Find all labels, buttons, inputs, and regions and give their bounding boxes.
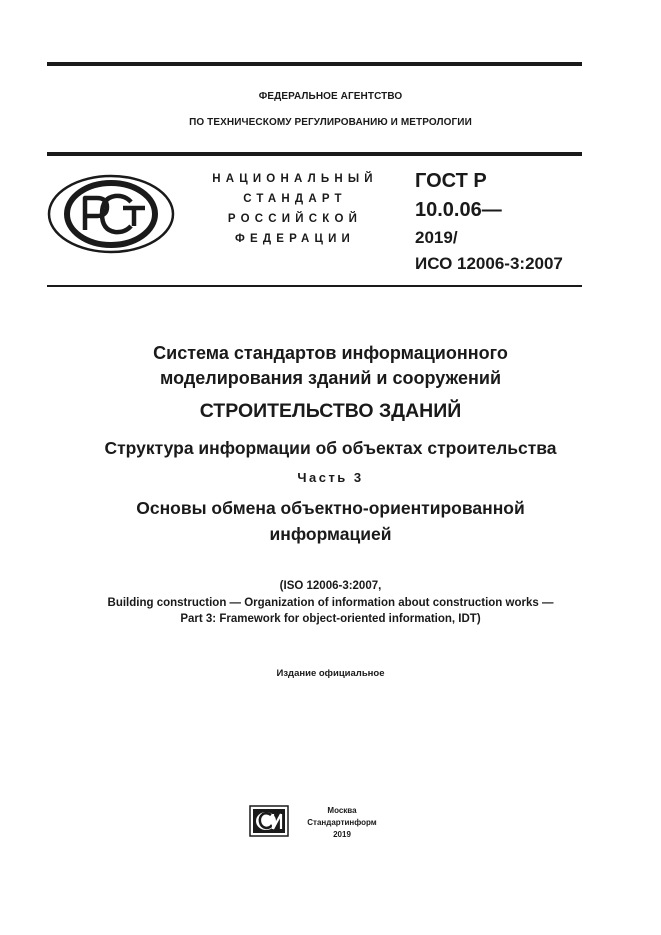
subtitle: Структура информации об объектах строительства — [104, 438, 557, 458]
part-title-line-2: информацией — [269, 524, 392, 544]
agency-line-2: ПО ТЕХНИЧЕСКОМУ РЕГУЛИРОВАНИЮ И МЕТРОЛОГИИ — [189, 117, 472, 128]
publisher-city: Москва — [327, 806, 357, 815]
iso-reference-line-1: (ISO 12006-3:2007, — [279, 580, 382, 592]
edition-label: Издание официальное — [276, 668, 385, 679]
part-label: Часть 3 — [297, 470, 364, 485]
agency-line-1: ФЕДЕРАЛЬНОЕ АГЕНТСТВО — [258, 91, 403, 102]
system-title-line-2: моделирования зданий и сооружений — [159, 368, 502, 388]
standard-type-line-3: РОССИЙСКОЙ — [227, 213, 363, 225]
gost-r-logo — [47, 174, 175, 254]
standard-block-bottom-rule — [47, 285, 582, 287]
standard-type-line-2: СТАНДАРТ — [243, 193, 347, 205]
standard-number-line-3: 2019/ — [415, 228, 458, 247]
standard-number-line-2: 10.0.06— — [415, 199, 502, 221]
system-title-line-1: Система стандартов информационного — [153, 343, 508, 363]
standard-type-line-1: НАЦИОНАЛЬНЫЙ — [212, 173, 378, 185]
iso-reference-line-3: Part 3: Framework for object-oriented information, IDT) — [180, 613, 481, 625]
rst-certification-icon — [47, 174, 175, 254]
standard-number-line-4: ИСО 12006-3:2007 — [415, 254, 563, 273]
main-title: СТРОИТЕЛЬСТВО ЗДАНИЙ — [199, 400, 462, 422]
standard-type-line-4: ФЕДЕРАЦИИ — [234, 233, 356, 245]
part-title-line-1: Основы обмена объектно-ориентированной — [136, 498, 525, 518]
standard-block-top-rule — [47, 152, 582, 156]
iso-reference-line-2: Building construction — Organization of information about construction works — — [107, 597, 554, 609]
standard-number-line-1: ГОСТ Р — [415, 170, 487, 192]
publisher-year: 2019 — [333, 830, 351, 839]
standartinform-icon — [249, 805, 289, 837]
publisher-name: Стандартинформ — [307, 818, 377, 827]
header-top-rule — [47, 62, 582, 66]
standartinform-logo — [249, 805, 289, 837]
